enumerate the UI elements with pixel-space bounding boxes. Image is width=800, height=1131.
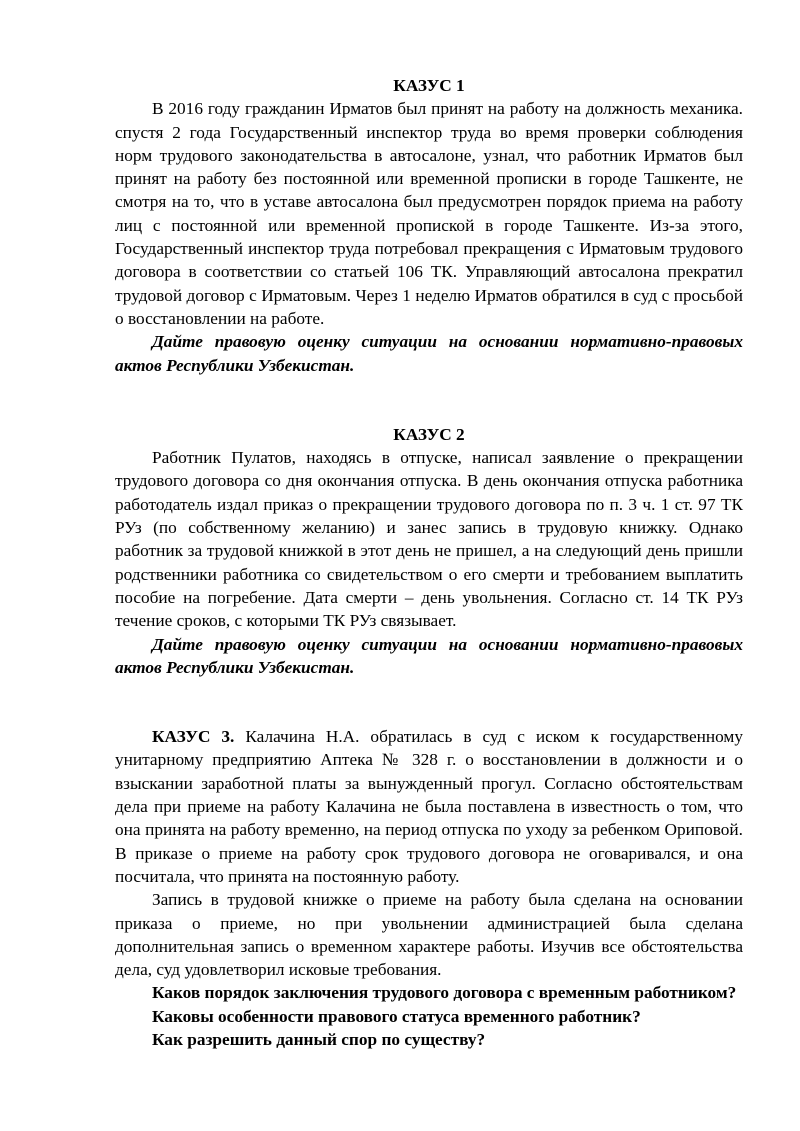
document-page (115, 74, 743, 1051)
case3-paragraph2: Запись в трудовой книжке о приеме на работу была сделана на основании приказа о приеме, но при увольнении администрацией была сделана дополнительная запись о временном характере работы. Изучив все обстоятельства дела, суд удовлетворил исковые требования. (115, 890, 743, 980)
spacer (115, 377, 743, 423)
case2-title: КАЗУС 2 (393, 424, 465, 444)
spacer (115, 679, 743, 725)
case1-task: Дайте правовую оценку ситуации на основании нормативно-правовых актов Республики Узбекистан. (115, 332, 743, 375)
case1-title: КАЗУС 1 (393, 76, 465, 95)
case3-question-3: Как разрешить данный спор по существу? (152, 1029, 486, 1049)
case3-paragraph1-text: Калачина Н.А. обратилась в суд с иском к государственному унитарному предприятию Аптека № 328 г. о восстановлении в должности и о взыскании заработной платы за вынужденный прогул. Согласно обстоятельствам дела при приеме на работу Калачина не была поставлена в известность о том, что она принята на работу временно, на период отпуска по уходу за ребенком Ориповой. В приказе о приеме на работу срок трудового договора не оговаривался, и она посчитала, что принята на постоянную работу. (115, 727, 743, 886)
case1-paragraph: В 2016 году гражданин Ирматов был принят на работу на должность механика. спустя 2 года Государственный инспектор труда во время проверки соблюдения норм трудового законодательства в автосалоне, узнал, что работник Ирматов был принят на работу без постоянной или временной прописки в городе Ташкенте, не смотря на то, что в уставе автосалона был предусмотрен порядок приема на работу лиц с постоянной или временной пропиской в городе Ташкенте. Из-за этого, Государственный инспектор труда потребовал прекращения с Ирматовым трудового договора в соответствии со статьей 106 ТК. Управляющий автосалона прекратил трудовой договор с Ирматовым. Через 1 неделю Ирматов обратился в суд с просьбой о восстановлении на работе. (115, 99, 743, 328)
case2-task: Дайте правовую оценку ситуации на основании нормативно-правовых актов Республики Узбекистан. (115, 634, 743, 677)
case3-question-2: Каковы особенности правового статуса временного работник? (152, 1006, 641, 1026)
case3-title: КАЗУС 3. (152, 727, 235, 747)
case3-question-1: Каков порядок заключения трудового договора с временным работником? (152, 983, 737, 1003)
case3-paragraph1 (115, 725, 743, 888)
case2-paragraph: Работник Пулатов, находясь в отпуске, написал заявление о прекращении трудового договора со дня окончания отпуска. В день окончания отпуска работника работодатель издал приказ о прекращении трудового договора по п. 3 ч. 1 ст. 97 ТК РУз (по собственному желанию) и занес запись в трудовую книжку. Однако работник за трудовой книжкой в этот день не пришел, а на следующий день пришли родственники работника со свидетельством о его смерти и требованием выплатить пособие на погребение. Дата смерти – день увольнения. Согласно ст. 14 ТК РУз течение сроков, с которыми ТК РУз связывает. (115, 448, 743, 631)
